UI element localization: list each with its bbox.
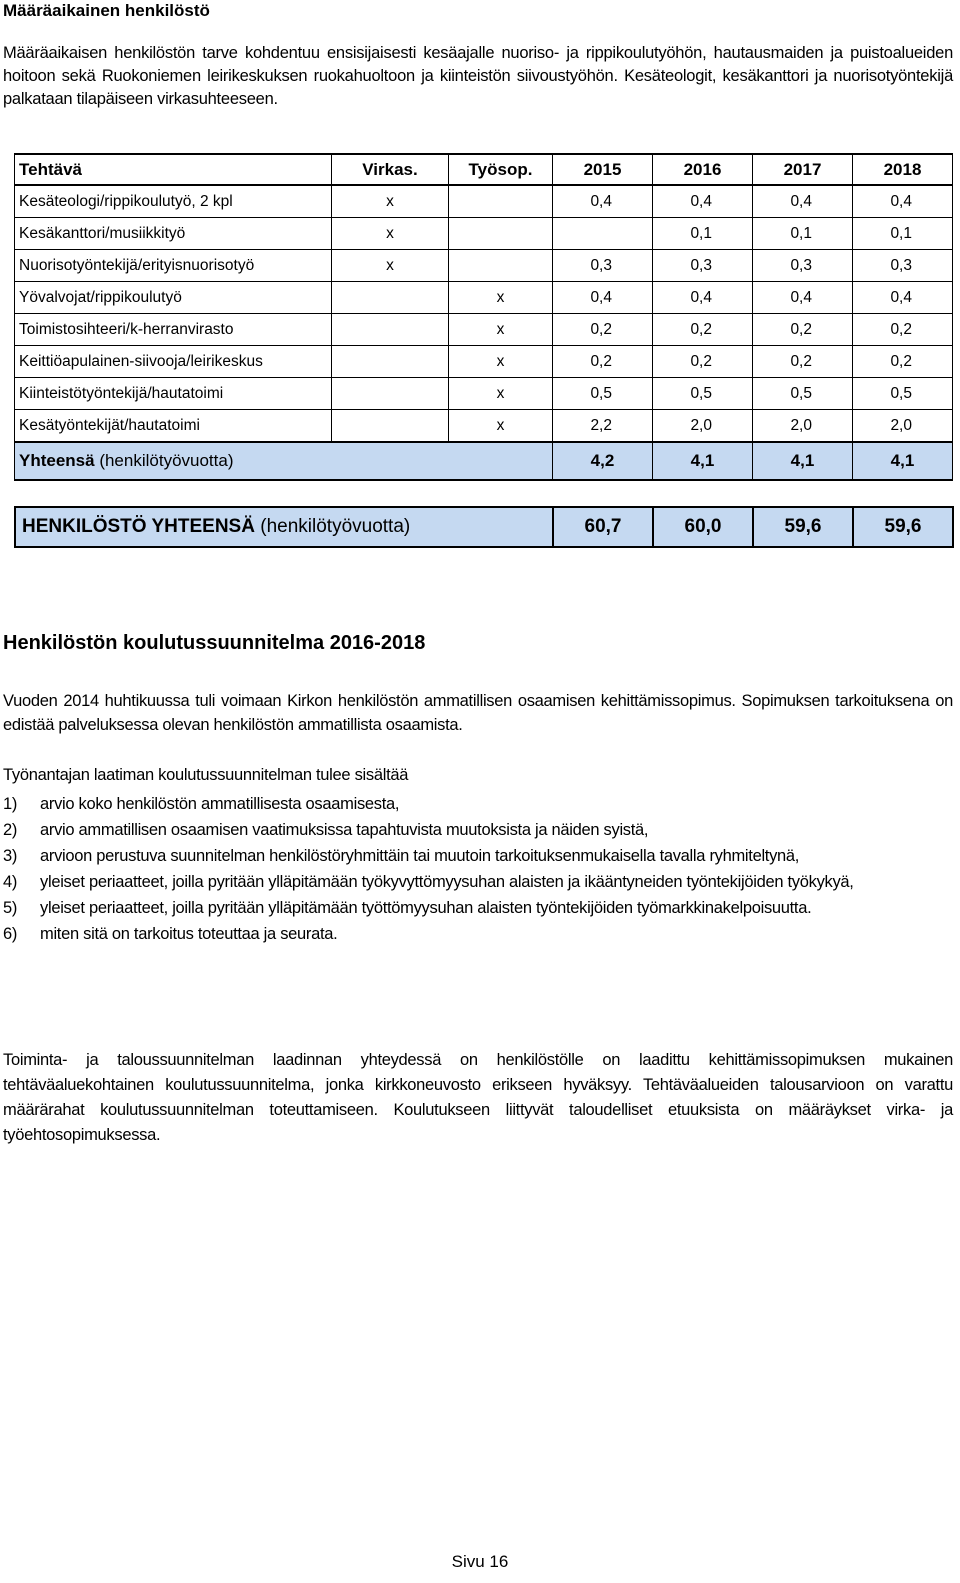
header-2017: 2017 [753,154,853,185]
list-number: 6) [3,925,18,943]
task-cell: Kesätyöntekijät/hautatoimi [15,410,332,443]
value-cell: 0,2 [553,346,653,378]
value-cell: 0,4 [853,185,953,218]
value-cell: 0,2 [753,346,853,378]
virkas-cell [332,410,449,443]
sum-value-2015: 4,2 [553,442,653,480]
virkas-cell [332,314,449,346]
task-cell: Toimistosihteeri/k-herranvirasto [15,314,332,346]
virkas-cell: x [332,218,449,250]
value-cell: 0,2 [853,346,953,378]
tyosop-cell: x [449,314,553,346]
list-text: yleiset periaatteet, joilla pyritään ylläpitämään työttömyysuhan alaisten työntekijöiden työmarkkinakelpoisuutta. [40,899,812,917]
value-cell: 2,0 [753,410,853,443]
virkas-cell [332,282,449,314]
table-sum-row [15,442,953,480]
list-item [3,895,953,921]
sum-value-2018: 4,1 [853,442,953,480]
list-text: arvio koko henkilöstön ammatillisesta osaamisesta, [40,795,400,813]
list-item [3,921,953,947]
list-text: yleiset periaatteet, joilla pyritään ylläpitämään työkyvyttömyysuhan alaisten ja ikääntyneiden työntekijöiden työkykyä, [40,873,854,891]
table-row [15,314,953,346]
table-row [15,410,953,443]
value-cell: 2,0 [853,410,953,443]
sum-value-2017: 4,1 [753,442,853,480]
sum-value-2016: 4,1 [653,442,753,480]
header-tyosop: Työsop. [449,154,553,185]
value-cell: 0,3 [553,250,653,282]
value-cell: 0,4 [553,185,653,218]
value-cell: 0,4 [653,185,753,218]
task-cell: Kesäteologi/rippikoulutyö, 2 kpl [15,185,332,218]
value-cell: 0,4 [753,282,853,314]
value-cell: 0,4 [853,282,953,314]
table-row [15,250,953,282]
total-label [15,507,553,547]
training-intro-paragraph: Vuoden 2014 huhtikuussa tuli voimaan Kirkon henkilöstön ammatillisen osaamisen kehittämissopimus. Sopimuksen tarkoituksena on edistää palveluksessa olevan henkilöstön ammatillista osaamista. [3,692,953,734]
staff-total-table [14,506,954,548]
value-cell: 0,1 [653,218,753,250]
total-value-2015: 60,7 [553,507,653,547]
value-cell: 0,5 [653,378,753,410]
total-value-2016: 60,0 [653,507,753,547]
tyosop-cell: x [449,282,553,314]
table-header-row [15,154,953,185]
value-cell: 0,3 [653,250,753,282]
value-cell [553,218,653,250]
total-value-2018: 59,6 [853,507,953,547]
tyosop-cell: x [449,378,553,410]
list-number: 2) [3,821,18,839]
virkas-cell [332,378,449,410]
section-heading-temporary-staff: Määräaikainen henkilöstö [3,1,210,20]
value-cell: 2,0 [653,410,753,443]
value-cell: 0,3 [853,250,953,282]
task-cell: Keittiöapulainen-siivooja/leirikeskus [15,346,332,378]
sum-label [15,442,553,480]
list-text: arvio ammatillisen osaamisen vaatimuksissa tapahtuvista muutoksista ja näiden syistä, [40,821,649,839]
header-2016: 2016 [653,154,753,185]
temporary-staff-paragraph: Määräaikaisen henkilöstön tarve kohdentuu ensisijaisesti kesäajalle nuoriso- ja rippikoulutyöhön, hautausmaiden ja puistoalueiden hoitoon sekä Ruokoniemen leirikeskuksen ruokahuoltoon ja kiinteistön siivoustyöhön. Kesäteologit, kesäkanttori ja nuorisotyöntekijä palkataan tilapäiseen virkasuhteeseen. [3,44,953,108]
list-item [3,791,953,817]
tyosop-cell [449,250,553,282]
list-intro: Työnantajan laatiman koulutussuunnitelman tulee sisältää [3,766,409,784]
training-closing-paragraph: Toiminta- ja taloussuunnitelman laadinnan yhteydessä on henkilöstölle on laadittu kehittämissopimuksen mukainen tehtäväaluekohtainen koulutussuunnitelma, jonka kirkkoneuvosto erikseen hyväksyy. Tehtäväalueiden talousarvioon on varattu määrärahat koulutussuunnitelman toteuttamiseen. Koulutukseen liittyvät taloudelliset etuuksista on määräykset virka- ja työehtosopimuksessa. [3,1051,953,1144]
list-number: 1) [3,795,18,813]
value-cell: 0,4 [753,185,853,218]
value-cell: 0,1 [753,218,853,250]
virkas-cell [332,346,449,378]
list-text: miten sitä on tarkoitus toteuttaa ja seurata. [40,925,338,943]
page-number: Sivu 16 [451,1552,509,1571]
tyosop-cell [449,185,553,218]
value-cell: 2,2 [553,410,653,443]
list-number: 3) [3,847,18,865]
value-cell: 0,2 [653,314,753,346]
total-label-rest: (henkilötyövuotta) [254,516,411,537]
value-cell: 0,2 [553,314,653,346]
table-row [15,218,953,250]
sum-label-bold: Yhteensä [19,451,95,470]
task-cell: Kesäkanttori/musiikkityö [15,218,332,250]
value-cell: 0,1 [853,218,953,250]
header-2015: 2015 [553,154,653,185]
value-cell: 0,2 [653,346,753,378]
tyosop-cell: x [449,346,553,378]
section-heading-training-plan: Henkilöstön koulutussuunnitelma 2016-2018 [3,632,426,654]
list-number: 5) [3,899,18,917]
header-2018: 2018 [853,154,953,185]
value-cell: 0,3 [753,250,853,282]
value-cell: 0,2 [853,314,953,346]
task-cell: Nuorisotyöntekijä/erityisnuorisotyö [15,250,332,282]
sum-label-rest: (henkilötyövuotta) [94,451,234,470]
table-row [15,282,953,314]
virkas-cell: x [332,250,449,282]
table-row [15,346,953,378]
header-virkas: Virkas. [332,154,449,185]
table-row [15,378,953,410]
value-cell: 0,5 [853,378,953,410]
total-row [15,507,953,547]
virkas-cell: x [332,185,449,218]
temporary-staff-table [14,153,953,481]
training-plan-list [3,791,953,947]
tyosop-cell: x [449,410,553,443]
task-cell: Yövalvojat/rippikoulutyö [15,282,332,314]
total-label-bold: HENKILÖSTÖ YHTEENSÄ [22,516,255,537]
value-cell: 0,4 [653,282,753,314]
header-task: Tehtävä [15,154,332,185]
list-item [3,869,953,895]
tyosop-cell [449,218,553,250]
list-text: arvioon perustuva suunnitelman henkilöstöryhmittäin tai muutoin tarkoituksenmukaisella tavalla ryhmiteltynä, [40,847,800,865]
value-cell: 0,2 [753,314,853,346]
total-value-2017: 59,6 [753,507,853,547]
value-cell: 0,5 [553,378,653,410]
list-item [3,817,953,843]
table-row [15,185,953,218]
value-cell: 0,4 [553,282,653,314]
value-cell: 0,5 [753,378,853,410]
task-cell: Kiinteistötyöntekijä/hautatoimi [15,378,332,410]
list-item [3,843,953,869]
list-number: 4) [3,873,18,891]
